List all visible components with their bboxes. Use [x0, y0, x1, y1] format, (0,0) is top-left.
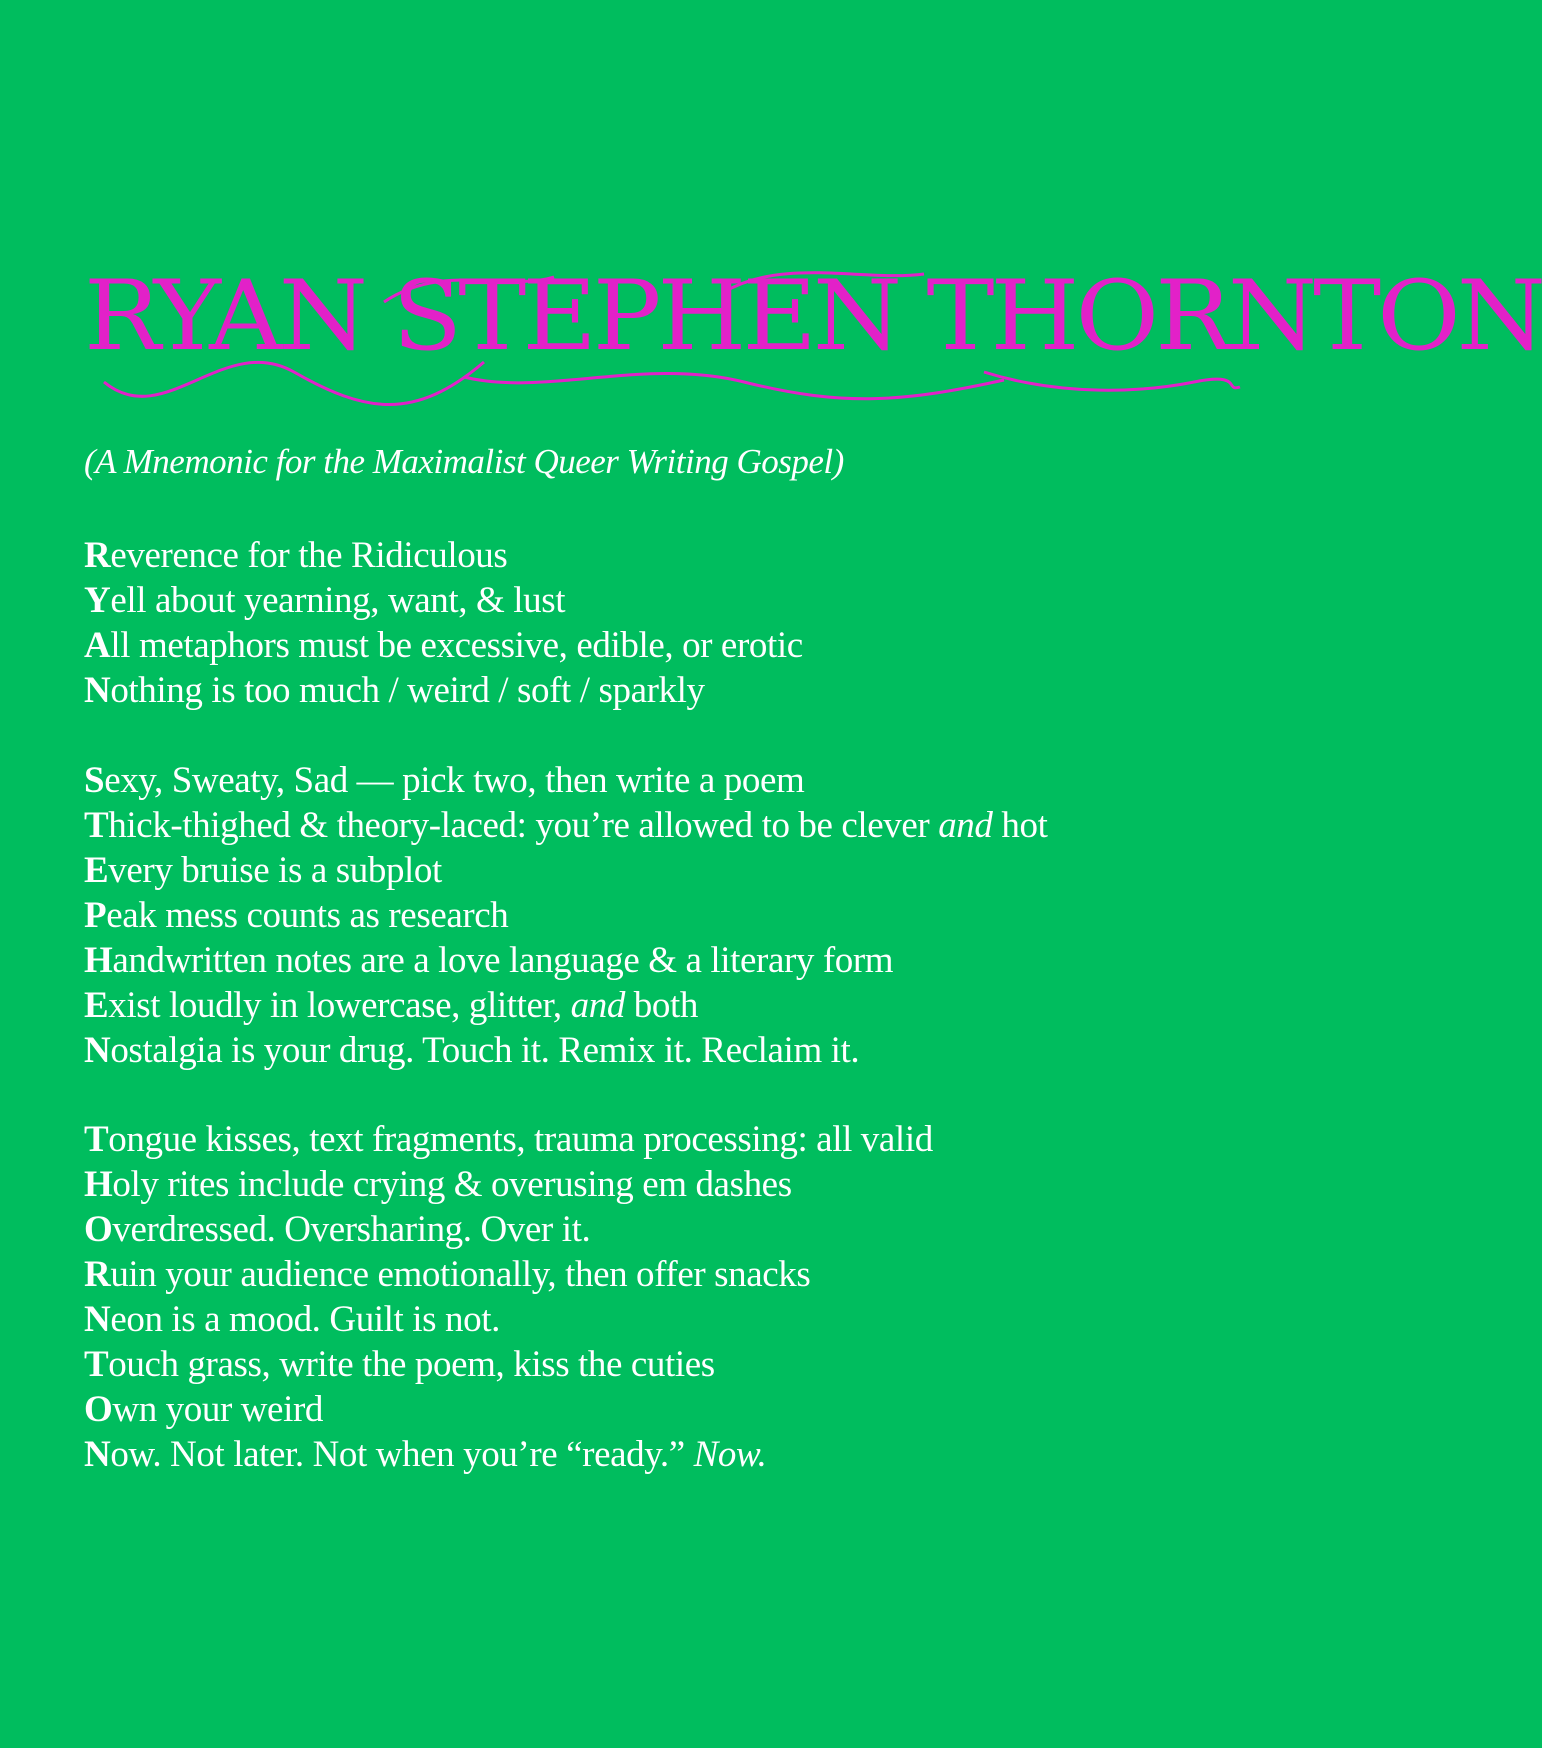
line-text: everence for the Ridiculous: [110, 535, 508, 576]
line-initial: S: [84, 760, 105, 801]
poem-line: [84, 578, 803, 623]
line-text: eak mess counts as research: [106, 895, 509, 936]
line-initial: O: [84, 1389, 113, 1430]
line-text: wn your weird: [112, 1389, 323, 1430]
line-tail: both: [624, 985, 698, 1026]
line-text: eon is a mood. Guilt is not.: [110, 1299, 500, 1340]
line-text: ostalgia is your drug. Touch it. Remix it. Reclaim it.: [110, 1030, 860, 1071]
line-initial: E: [84, 850, 109, 891]
poem-line: [84, 938, 1047, 983]
page-subtitle: (A Mnemonic for the Maximalist Queer Writing Gospel): [84, 442, 844, 481]
line-text: uin your audience emotionally, then offer snacks: [110, 1254, 811, 1295]
poem-line: [84, 1297, 933, 1342]
poem-line: [84, 1162, 933, 1207]
line-text: ow. Not later. Not when you’re “ready.”: [110, 1434, 694, 1475]
line-initial: T: [84, 1119, 109, 1160]
line-text: very bruise is a subplot: [108, 850, 442, 891]
page-title: RYAN STEPHEN THORNTON: [84, 259, 1542, 373]
line-text: ell about yearning, want, & lust: [110, 580, 566, 621]
line-initial: A: [84, 625, 111, 666]
poem-line: [84, 1028, 1047, 1073]
stanza-stephen: [84, 758, 1047, 1073]
poem-line: [84, 758, 1047, 803]
poem-line: [84, 1252, 933, 1297]
line-text: ouch grass, write the poem, kiss the cuties: [108, 1344, 715, 1385]
line-text: othing is too much / weird / soft / sparkly: [110, 670, 705, 711]
line-initial: R: [84, 1254, 111, 1295]
stanza-thornton: [84, 1117, 933, 1477]
line-text: hick-thighed & theory-laced: you’re allowed to be clever: [108, 805, 939, 846]
line-text: ll metaphors must be excessive, edible, or erotic: [110, 625, 803, 666]
poem-line: [84, 1387, 933, 1432]
line-initial: H: [84, 1164, 113, 1205]
line-text: ongue kisses, text fragments, trauma processing: all valid: [108, 1119, 933, 1160]
line-initial: O: [84, 1209, 113, 1250]
line-initial: E: [84, 985, 109, 1026]
poem-line: [84, 668, 803, 713]
poem-line: [84, 533, 803, 578]
line-text: andwritten notes are a love language & a literary form: [112, 940, 894, 981]
line-initial: T: [84, 805, 109, 846]
poem-line: [84, 893, 1047, 938]
poem-line: [84, 983, 1047, 1028]
poem-line: [84, 848, 1047, 893]
poem-line: [84, 1117, 933, 1162]
line-initial: N: [84, 1030, 111, 1071]
line-emphasis: and: [570, 985, 625, 1026]
poem-line: [84, 1432, 933, 1477]
poem-line: [84, 1207, 933, 1252]
poem-line: [84, 1342, 933, 1387]
line-initial: N: [84, 670, 111, 711]
line-initial: P: [84, 895, 107, 936]
line-tail: hot: [992, 805, 1048, 846]
line-text: verdressed. Oversharing. Over it.: [112, 1209, 591, 1250]
stanza-ryan: [84, 533, 803, 713]
line-initial: R: [84, 535, 111, 576]
line-emphasis: and: [938, 805, 993, 846]
line-text: oly rites include crying & overusing em dashes: [112, 1164, 792, 1205]
line-emphasis: Now.: [693, 1434, 767, 1475]
line-initial: H: [84, 940, 113, 981]
line-initial: N: [84, 1434, 111, 1475]
poem-line: [84, 623, 803, 668]
line-initial: Y: [84, 580, 111, 621]
line-text: xist loudly in lowercase, glitter,: [108, 985, 571, 1026]
line-text: exy, Sweaty, Sad — pick two, then write a poem: [104, 760, 805, 801]
line-initial: T: [84, 1344, 109, 1385]
poem-line: [84, 803, 1047, 848]
line-initial: N: [84, 1299, 111, 1340]
